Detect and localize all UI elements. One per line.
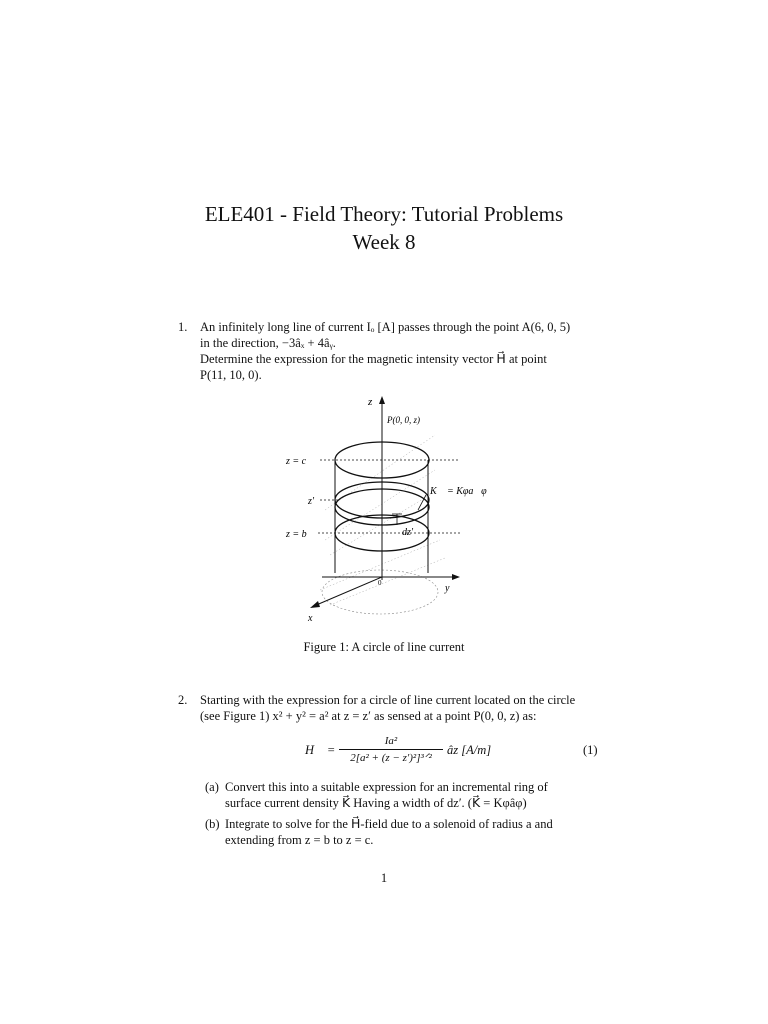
solenoid-figure [280,390,487,630]
equation-numerator: Ia² [384,735,398,747]
y-axis-label: y [445,583,450,594]
part-a-line-2: surface current density K⃗ Having a width of dz′. (K⃗ = Kφâφ) [225,796,527,810]
dz-label: dz′ [402,527,414,538]
equation-number: (1) [583,743,598,757]
problem-2-line-1: Starting with the expression for a circle of line current located on the circle [200,693,576,707]
k-label: K⃗ = Kφa⃗φ [430,486,487,497]
x-axis-label: x [308,613,313,624]
equation-denominator: 2[a² + (z − z′)²]³ᐟ² [350,752,432,764]
origin-label: 0 [378,579,382,587]
fraction-bar [339,749,443,750]
figure-caption: Figure 1: A circle of line current [303,640,465,654]
problem-2-line-2: (see Figure 1) x² + y² = a² at z = z′ as sensed at a point P(0, 0, z) as: [200,709,537,723]
part-b-label: (b) [205,817,220,831]
problem-1-line-1: An infinitely long line of current Iₒ [A] passes through the point A(6, 0, 5) [200,320,571,334]
page-title [0,200,768,256]
problem-1-line-3: Determine the expression for the magnetic intensity vector H⃗ at point [200,352,547,366]
equation-1 [305,734,605,770]
zc-label: z = c [286,456,307,467]
problem-1-line-2: in the direction, −3âₓ + 4âᵧ. [200,336,336,350]
part-b-line-1: Integrate to solve for the H⃗-field due to a solenoid of radius a and [225,817,553,831]
title-line-2: Week 8 [352,230,416,254]
equation-rhs: âz [A/m] [447,743,492,757]
problem-1-number: 1. [178,320,188,334]
problem-1 [178,319,600,383]
problem-2-number: 2. [178,693,188,707]
z-axis-arrow [379,396,385,404]
problem-2 [178,692,600,724]
zprime-label: z′ [308,496,315,507]
x-axis-line [314,577,382,606]
part-a-line-1: Convert this into a suitable expression for an incremental ring of [225,780,548,794]
part-a [205,779,601,811]
part-b [205,816,601,848]
point-p-label: P(0, 0, z) [387,415,420,425]
equation-lhs: H⃗ = [305,743,336,757]
page-number: 1 [380,871,388,885]
y-axis-arrow [452,574,460,580]
z-axis-label: z [368,396,373,408]
part-b-line-2: extending from z = b to z = c. [225,833,374,847]
equation-fraction [339,734,443,765]
zb-label: z = b [286,529,307,540]
title-line-1: ELE401 - Field Theory: Tutorial Problems [204,202,564,226]
problem-1-line-4: P(11, 10, 0). [200,368,262,382]
x-axis-arrow [310,601,320,608]
part-a-label: (a) [205,780,219,794]
